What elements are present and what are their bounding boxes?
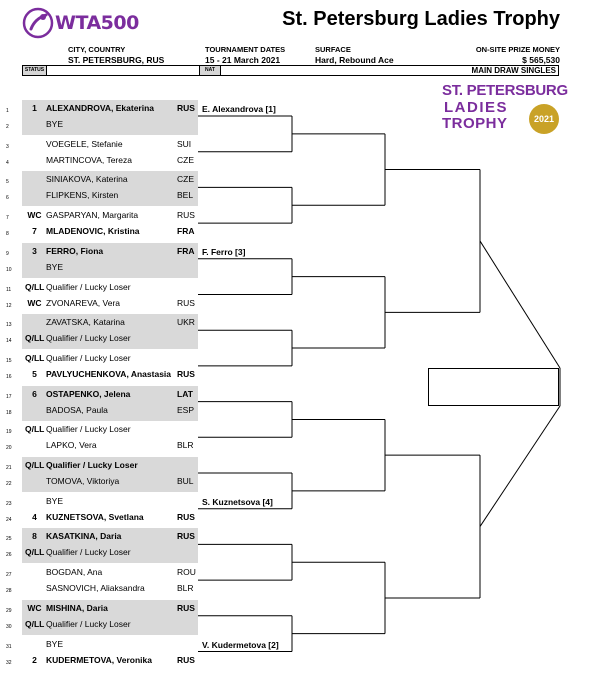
player-name: ZVONAREVA, Vera	[46, 297, 121, 308]
player-nationality: LAT	[177, 388, 193, 399]
seed-status: 2	[32, 654, 37, 665]
draw-position: 13	[6, 322, 12, 329]
player-name: MARTINCOVA, Tereza	[46, 154, 132, 165]
prize-value: $ 565,530	[522, 55, 560, 65]
draw-position: 17	[6, 393, 12, 400]
prize-label: ON-SITE PRIZE MONEY	[475, 45, 560, 54]
player-name: Qualifier / Lucky Loser	[46, 460, 138, 470]
nat-column-header: NAT	[199, 66, 221, 75]
player-nationality: ESP	[177, 404, 195, 415]
surface-value: Hard, Rebound Ace	[315, 55, 394, 65]
player-name: BYE	[46, 495, 64, 506]
draw-position: 26	[6, 552, 12, 559]
draw-position: 32	[6, 659, 12, 666]
champion-box	[428, 368, 559, 406]
wta-logo-text: WTA500	[55, 12, 139, 34]
player-name: Qualifier / Lucky Loser	[46, 352, 131, 363]
player-nationality: RUS	[177, 602, 195, 613]
player-name: MLADENOVIC, Kristina	[46, 226, 140, 237]
seed-status: 1	[32, 103, 37, 113]
player-nationality: BUL	[177, 476, 194, 486]
city-label: CITY, COUNTRY	[68, 45, 126, 54]
player-name: SASNOVICH, Aliaksandra	[46, 583, 145, 594]
seed-status: Q/LL	[25, 352, 45, 363]
tournament-logo-year: 2021	[529, 104, 559, 134]
draw-position: 4	[6, 159, 9, 166]
player-nationality: UKR	[177, 317, 195, 328]
dates-label: TOURNAMENT DATES	[205, 45, 286, 54]
tournament-logo-line1: ST. PETERSBURG	[442, 82, 568, 99]
seed-status: WC	[27, 297, 42, 308]
player-nationality: SUI	[177, 138, 192, 149]
draw-position: 27	[6, 572, 12, 579]
player-name: SINIAKOVA, Katerina	[46, 174, 128, 185]
player-name: BYE	[46, 261, 64, 272]
city-value: ST. PETERSBURG, RUS	[68, 55, 165, 65]
player-nationality: RUS	[177, 654, 195, 665]
tournament-logo-line3: TROPHY	[442, 115, 508, 132]
draw-position: 5	[6, 179, 9, 186]
round2-winner: V. Kudermetova [2]	[202, 639, 279, 650]
draw-position: 20	[6, 445, 12, 452]
draw-position: 6	[6, 195, 9, 202]
player-nationality: CZE	[177, 154, 194, 165]
draw-position: 28	[6, 588, 12, 595]
seed-status: WC	[27, 602, 42, 613]
dates-value: 15 - 21 March 2021	[205, 55, 281, 65]
player-name: Qualifier / Lucky Loser	[46, 424, 131, 435]
seed-status: Q/LL	[25, 618, 45, 629]
player-name: TOMOVA, Viktoriya	[46, 476, 120, 486]
draw-position: 18	[6, 409, 12, 416]
player-name: ALEXANDROVA, Ekaterina	[46, 103, 155, 113]
draw-position: 10	[6, 266, 12, 273]
player-name: ZAVATSKA, Katarina	[46, 317, 125, 328]
player-nationality: RUS	[177, 210, 195, 221]
player-name: BOGDAN, Ana	[46, 567, 103, 578]
round2-winner: S. Kuznetsova [4]	[202, 496, 273, 507]
player-name: BYE	[46, 119, 64, 129]
player-nationality: BLR	[177, 440, 194, 451]
seed-status: 3	[32, 245, 37, 256]
player-nationality: RUS	[177, 511, 195, 522]
draw-position: 14	[6, 338, 12, 345]
player-nationality: RUS	[177, 103, 195, 113]
seed-status: Q/LL	[25, 424, 45, 435]
draw-position: 15	[6, 357, 12, 364]
bracket-segment	[480, 406, 560, 527]
player-name: KUZNETSOVA, Svetlana	[46, 511, 144, 522]
page-title: St. Petersburg Ladies Trophy	[282, 8, 560, 30]
seed-status: Q/LL	[25, 281, 45, 292]
player-name: Qualifier / Lucky Loser	[46, 333, 131, 344]
status-column-header: STATUS	[23, 66, 47, 75]
player-nationality: RUS	[177, 297, 195, 308]
draw-position: 2	[6, 124, 9, 130]
bracket-segment	[480, 241, 560, 368]
draw-position: 22	[6, 481, 12, 487]
seed-status: 7	[32, 226, 37, 237]
player-nationality: RUS	[177, 531, 195, 542]
surface-label: SURFACE	[315, 45, 351, 54]
player-nationality: RUS	[177, 368, 195, 379]
seed-status: 6	[32, 388, 37, 399]
player-name: FLIPKENS, Kirsten	[46, 190, 119, 201]
seed-status: 4	[32, 511, 37, 522]
seed-status: 5	[32, 368, 37, 379]
player-name: BADOSA, Paula	[46, 404, 108, 415]
draw-position: 19	[6, 429, 12, 436]
player-name: OSTAPENKO, Jelena	[46, 388, 131, 399]
draw-position: 29	[6, 607, 12, 614]
player-name: GASPARYAN, Margarita	[46, 210, 139, 221]
round2-winner: E. Alexandrova [1]	[202, 104, 276, 114]
draw-position: 12	[6, 302, 12, 309]
draw-type-label: MAIN DRAW SINGLES	[471, 66, 556, 75]
tournament-logo-line2: LADIES	[444, 99, 509, 116]
draw-position: 3	[6, 143, 9, 150]
draw-position: 25	[6, 536, 12, 543]
player-nationality: FRA	[177, 245, 195, 256]
seed-status: WC	[27, 210, 42, 221]
player-name: VOEGELE, Stefanie	[46, 138, 123, 149]
player-name: Qualifier / Lucky Loser	[46, 618, 131, 629]
draw-position: 9	[6, 250, 9, 257]
draw-position: 1	[6, 108, 9, 114]
draw-position: 16	[6, 373, 12, 380]
player-name: KUDERMETOVA, Veronika	[46, 654, 152, 665]
player-name: LAPKO, Vera	[46, 440, 97, 451]
seed-status: Q/LL	[25, 547, 45, 558]
player-name: Qualifier / Lucky Loser	[46, 547, 131, 558]
player-name: MISHINA, Daria	[46, 602, 108, 613]
round2-winner: F. Ferro [3]	[202, 246, 246, 257]
player-name: PAVLYUCHENKOVA, Anastasia	[46, 368, 172, 379]
draw-position: 24	[6, 516, 12, 523]
player-nationality: CZE	[177, 174, 194, 185]
seed-status: Q/LL	[25, 460, 45, 470]
draw-position: 8	[6, 231, 9, 238]
draw-position: 30	[6, 623, 12, 630]
draw-position: 21	[6, 465, 12, 471]
player-nationality: BEL	[177, 190, 194, 201]
draw-position: 23	[6, 500, 12, 507]
player-nationality: ROU	[177, 567, 196, 578]
draw-position: 31	[6, 643, 12, 650]
draw-position: 7	[6, 215, 9, 222]
player-nationality: BLR	[177, 583, 194, 594]
seed-status: Q/LL	[25, 333, 45, 344]
player-nationality: FRA	[177, 226, 195, 237]
player-name: KASATKINA, Daria	[46, 531, 122, 542]
player-name: FERRO, Fiona	[46, 245, 104, 256]
player-name: BYE	[46, 638, 64, 649]
seed-status: 8	[32, 531, 37, 542]
player-name: Qualifier / Lucky Loser	[46, 281, 131, 292]
draw-position: 11	[6, 286, 12, 293]
